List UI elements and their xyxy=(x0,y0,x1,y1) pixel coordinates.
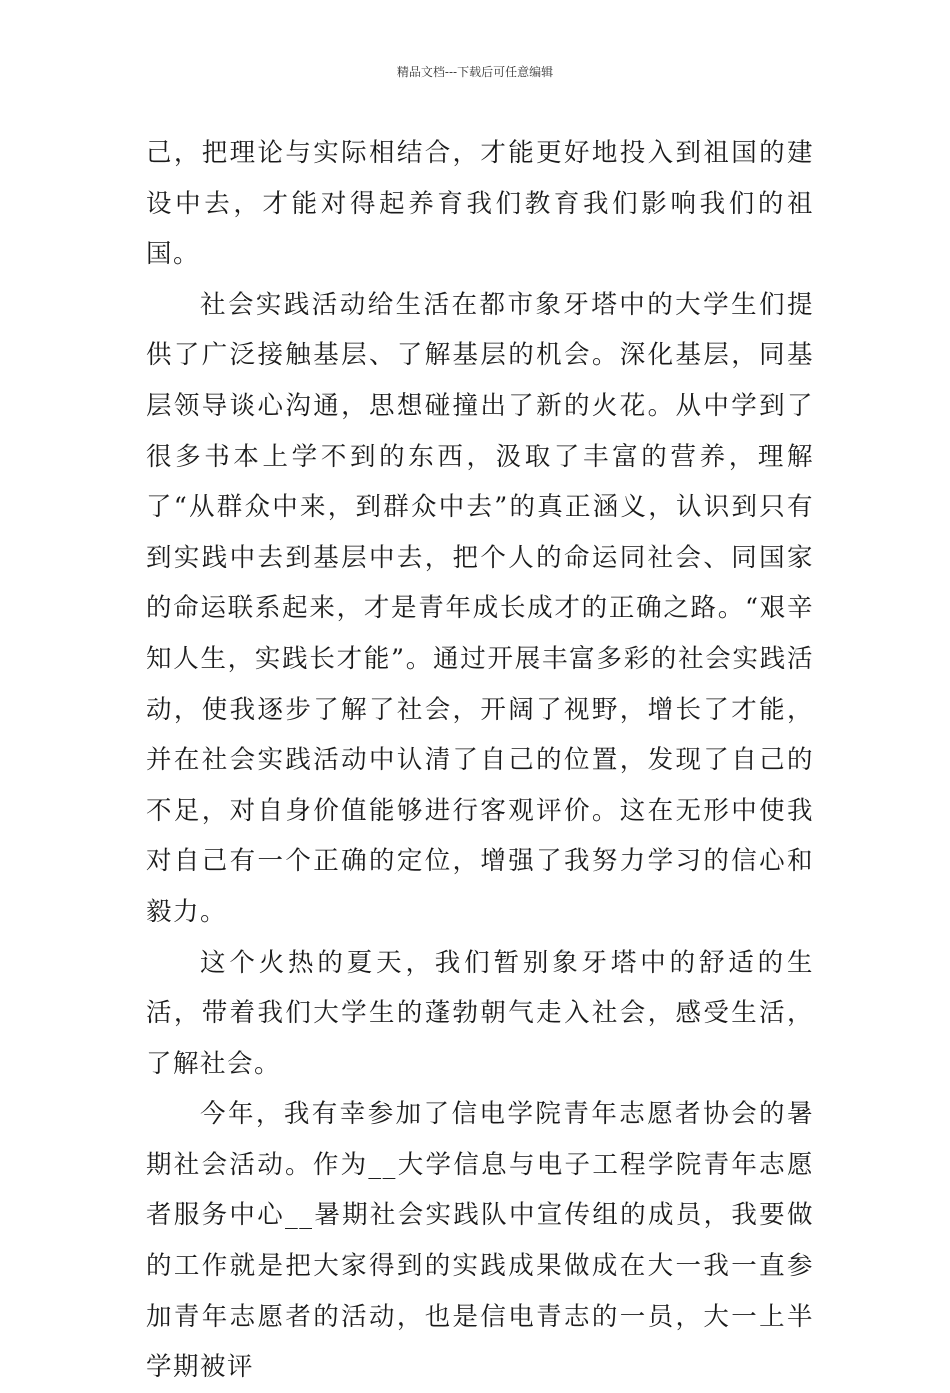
paragraph-1: 己，把理论与实际相结合，才能更好地投入到祖国的建设中去，才能对得起养育我们教育我们影响我们的祖国。 xyxy=(146,138,814,270)
page-header: 精品文档---下载后可任意编辑 xyxy=(396,65,554,79)
paragraph-3: 这个火热的夏天，我们暂别象牙塔中的舒适的生活，带着我们大学生的蓬勃朝气走入社会，感受生活，了解社会。 xyxy=(146,947,814,1079)
paragraph-2: 社会实践活动给生活在都市象牙塔中的大学生们提供了广泛接触基层、了解基层的机会。深化基层，同基层领导谈心沟通，思想碰撞出了新的火花。从中学到了很多书本上学不到的东西，汲取了丰富的营养，理解了“从群众中来，到群众中去”的真正涵义，认识到只有到实践中去到基层中去，把个人的命运同社会、同国家的命运联系起来，才是青年成长成才的正确之路。“艰辛知人生，实践长才能”。通过开展丰富多彩的社会实践活动，使我逐步了解了社会，开阔了视野，增长了才能，并在社会实践活动中认清了自己的位置，发现了自己的不足，对自身价值能够进行客观评价。这在无形中使我对自己有一个正确的定位，增强了我努力学习的信心和毅力。 xyxy=(146,289,814,927)
paragraph-4: 今年，我有幸参加了信电学院青年志愿者协会的暑期社会活动。作为__大学信息与电子工程学院青年志愿者服务中心__暑期社会实践队中宣传组的成员，我要做的工作就是把大家得到的实践成果做成在大一我一直参加青年志愿者的活动，也是信电青志的一员，大一上半学期被评 xyxy=(146,1099,814,1383)
document-body xyxy=(146,128,814,1393)
